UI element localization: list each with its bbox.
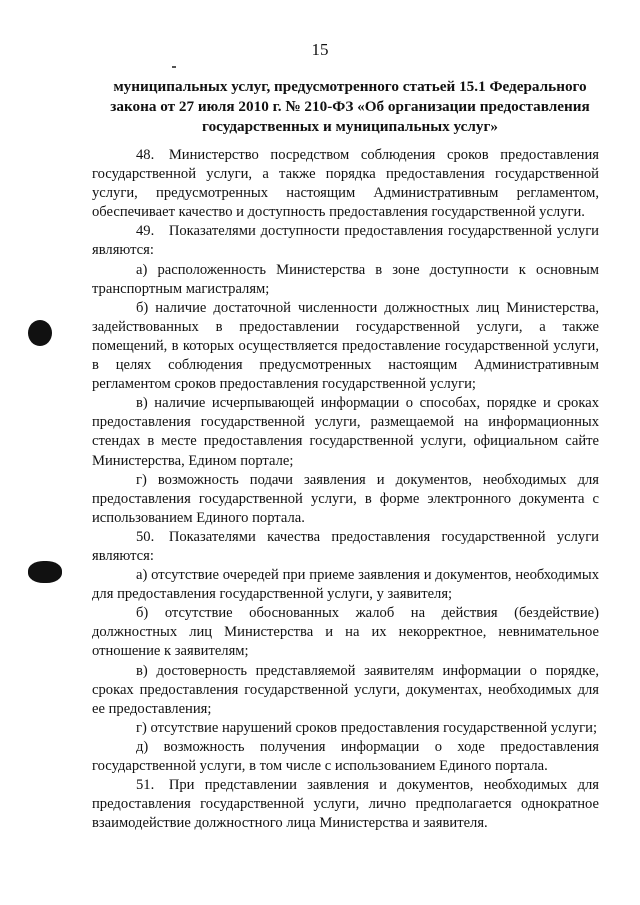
paragraph-48: 48. Министерство посредством соблюдения сроков предоставления государственной услуги, а также порядка предоставления государственной услуги, предусмотренных настоящим Административным регламентом, обеспечивает качество и доступность предоставления государственной услуги.	[92, 147, 599, 221]
list-item-49-a: а) расположенность Министерства в зоне доступности к основным транспортным магистралям;	[92, 261, 599, 297]
list-item-50-a: а) отсутствие очередей при приеме заявления и документов, необходимых для предоставления государственной услуги, у заявителя;	[92, 567, 599, 603]
list-item-49-b: б) наличие достаточной численности должностных лиц Министерства, задействованных в предоставлении государственной услуги, а также помещений, в которых осуществляется предоставление государственной услуги, в целях соблюдения предусмотренных настоящим Административным регламентом сроков предоставления государственной услуги;	[92, 299, 599, 393]
punch-hole-mark	[28, 561, 62, 583]
punch-hole-mark	[28, 320, 52, 346]
heading-line: закона от 27 июля 2010 г. № 210-ФЗ «Об организации предоставления	[110, 98, 590, 115]
heading-line: муниципальных услуг, предусмотренного статьей 15.1 Федерального	[113, 78, 587, 95]
section-heading	[92, 77, 608, 137]
body-text	[92, 146, 599, 833]
list-item-50-g: г) отсутствие нарушений сроков предоставления государственной услуги;	[136, 719, 597, 736]
list-item-49-g: г) возможность подачи заявления и документов, необходимых для предоставления государственной услуги, в форме электронного документа с использованием Единого портала.	[92, 471, 599, 526]
scan-mark	[172, 66, 176, 68]
page-number: 15	[311, 40, 329, 59]
paragraph-50: 50. Показателями качества предоставления государственной услуги являются:	[92, 528, 599, 564]
list-item-50-d: д) возможность получения информации о ходе предоставления государственной услуги, в том числе с использованием Единого портала.	[92, 738, 599, 774]
paragraph-51: 51. При представлении заявления и документов, необходимых для предоставления государственной услуги, лично предполагается однократное взаимодействие должностного лица Министерства и заявителя.	[92, 777, 599, 832]
list-item-49-v: в) наличие исчерпывающей информации о способах, порядке и сроках предоставления государственной услуги, размещаемой на информационных стендах в месте предоставления государственной услуги, официальном сайте Министерства, Едином портале;	[92, 395, 599, 469]
heading-line: государственных и муниципальных услуг»	[202, 118, 498, 135]
paragraph-49: 49. Показателями доступности предоставления государственной услуги являются:	[92, 223, 599, 259]
list-item-50-b: б) отсутствие обоснованных жалоб на действия (бездействие) должностных лиц Министерства и на их некорректное, невнимательное отношение к заявителям;	[92, 605, 599, 660]
list-item-50-v: в) достоверность представляемой заявителям информации о порядке, сроках предоставления государственной услуги, документах, необходимых для ее предоставления;	[92, 662, 599, 717]
